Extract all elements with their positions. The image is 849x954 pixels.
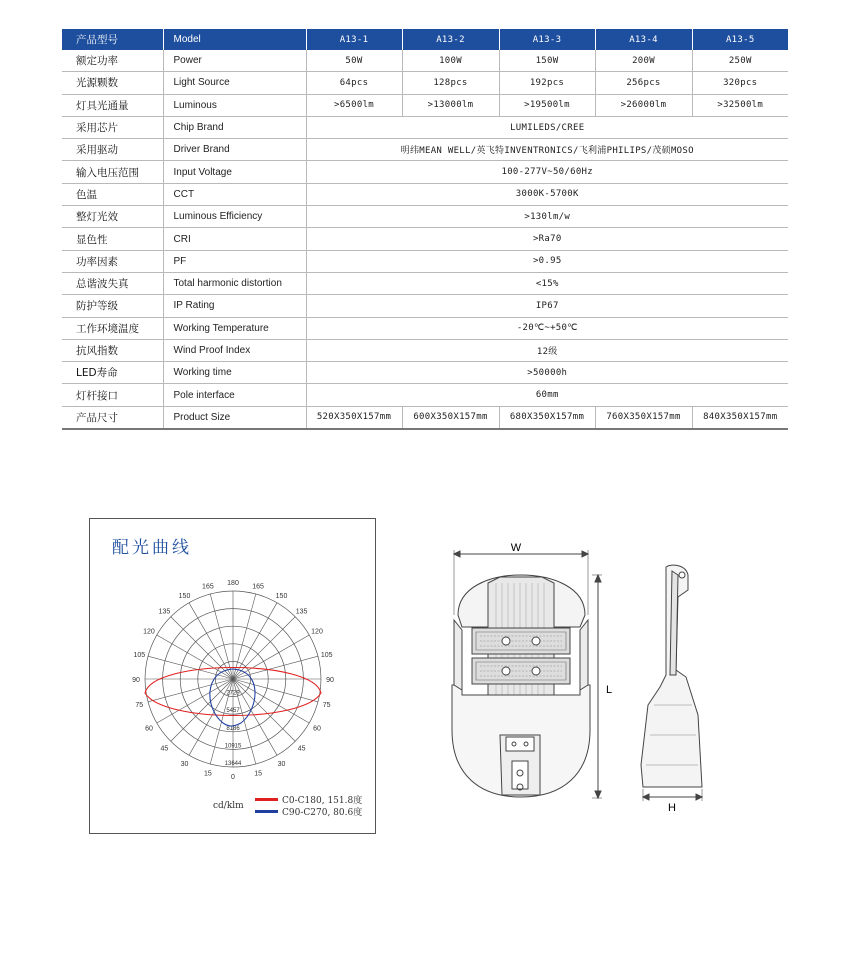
polar-angle-label: 30 [277,761,286,769]
legend-label-c0: C0-C180, 151.8度 [282,796,363,806]
table-cell: 192pcs [499,72,595,94]
row-label-en: Chip Brand [163,116,306,138]
table-row [62,161,788,183]
side-view [641,565,702,801]
polar-angle-label: 150 [275,592,288,600]
table-cell-merged: >0.95 [306,250,788,272]
pole-clamp-plate [506,737,534,751]
table-cell-merged: >50000h [306,362,788,384]
table-cell-merged: 100-277V~50/60Hz [306,161,788,183]
polar-angle-label: 0 [231,774,235,781]
table-header-cell: 产品型号 [62,29,163,50]
row-label-en: Product Size [163,406,306,429]
table-cell: 600X350X157mm [402,406,499,429]
polar-grid-spoke [157,679,233,723]
row-label-cn: 灯具光通量 [62,94,163,116]
height-label: H [668,802,676,814]
row-label-cn: 产品尺寸 [62,406,163,429]
polar-grid-spoke [171,617,233,679]
polar-angle-label: 150 [178,592,191,600]
polar-angle-label: 45 [160,745,169,753]
polar-angle-label: 30 [180,761,189,769]
row-label-cn: 灯杆接口 [62,384,163,406]
polar-grid-spoke [233,679,318,702]
polar-angle-label: 180 [227,580,239,587]
polar-angle-label: 60 [145,725,153,733]
polar-radial-label: 2729 [226,690,240,697]
row-label-en: Light Source [163,72,306,94]
polar-angle-label: 135 [295,608,308,616]
row-label-cn: 采用驱动 [62,139,163,161]
length-extension-lines [592,575,602,798]
table-cell: 250W [692,50,788,72]
led-center-3 [502,667,510,675]
row-label-cn: 输入电压范围 [62,161,163,183]
row-label-cn: 防护等级 [62,295,163,317]
table-cell-merged: 60mm [306,384,788,406]
table-cell: >26000lm [595,94,692,116]
row-label-cn: 功率因素 [62,250,163,272]
table-row [62,139,788,161]
photometric-panel [89,518,376,834]
row-label-en: Wind Proof Index [163,339,306,361]
led-center-4 [532,667,540,675]
dimension-drawing [440,535,740,825]
polar-angle-label: 105 [320,651,333,659]
photometric-title: 配光曲线 [112,538,192,558]
table-header-cell: A13-3 [499,29,595,50]
table-row [62,94,788,116]
table-cell: >6500lm [306,94,402,116]
table-cell-merged: >Ra70 [306,228,788,250]
table-row [62,72,788,94]
table-row [62,116,788,138]
table-cell-merged: -20℃~+50℃ [306,317,788,339]
polar-radial-label: 13644 [224,761,242,767]
table-cell: 50W [306,50,402,72]
table-cell: >13000lm [402,94,499,116]
table-cell: 680X350X157mm [499,406,595,429]
row-label-en: Working Temperature [163,317,306,339]
length-label: L [606,684,613,696]
table-cell-merged: 3000K-5700K [306,183,788,205]
height-extension-lines [643,789,702,801]
width-label: W [510,542,522,554]
polar-legend [90,787,375,827]
table-row [62,362,788,384]
row-label-cn: 抗风指数 [62,339,163,361]
row-label-en: Total harmonic distortion [163,272,306,294]
legend-label-c90: C90-C270, 80.6度 [282,808,363,818]
row-label-en: CRI [163,228,306,250]
polar-angle-label: 45 [297,745,306,753]
row-label-en: IP Rating [163,295,306,317]
table-cell-merged: 明纬MEAN WELL/英飞特INVENTRONICS/飞利浦PHILIPS/茂硕MOSO [306,139,788,161]
table-cell: 840X350X157mm [692,406,788,429]
polar-angle-label: 105 [133,651,146,659]
table-row [62,250,788,272]
polar-angle-label: 120 [143,628,155,636]
table-cell: 256pcs [595,72,692,94]
legend-unit: cd/klm [213,801,244,811]
row-label-en: Working time [163,362,306,384]
side-mount-hole [679,572,685,578]
row-label-en: Input Voltage [163,161,306,183]
table-row [62,295,788,317]
polar-grid-spoke [148,679,233,702]
pole-slot [512,761,528,789]
polar-angle-label: 75 [135,702,144,710]
table-cell: 200W [595,50,692,72]
table-header-cell: A13-2 [402,29,499,50]
table-cell: 100W [402,50,499,72]
polar-angle-label: 90 [132,677,140,684]
table-cell: >19500lm [499,94,595,116]
led-center-2 [532,637,540,645]
table-header-row [62,29,788,50]
row-label-en: CCT [163,183,306,205]
table-row [62,228,788,250]
table-header-cell: Model [163,29,306,50]
table-row [62,406,788,429]
row-label-cn: 采用芯片 [62,116,163,138]
polar-angle-label: 135 [158,608,171,616]
legend-item-c90 [255,805,362,818]
table-cell-merged: 12级 [306,339,788,361]
row-label-cn: 整灯光效 [62,206,163,228]
table-cell: 64pcs [306,72,402,94]
led-center-1 [502,637,510,645]
row-label-cn: 额定功率 [62,50,163,72]
polar-radial-label: 10915 [224,743,242,750]
table-row [62,183,788,205]
polar-angle-label: 120 [311,628,323,636]
front-view [452,550,602,798]
table-row [62,317,788,339]
row-label-en: Driver Brand [163,139,306,161]
table-cell: 320pcs [692,72,788,94]
table-header-cell: A13-4 [595,29,692,50]
polar-angle-label: 165 [202,583,214,591]
table-cell-merged: <15% [306,272,788,294]
table-header-cell: A13-1 [306,29,402,50]
polar-angle-label: 165 [252,583,264,591]
row-label-en: Luminous [163,94,306,116]
row-label-en: Luminous Efficiency [163,206,306,228]
polar-grid-spoke [233,679,309,723]
row-label-cn: 工作环境温度 [62,317,163,339]
row-label-en: PF [163,250,306,272]
polar-radial-label: 8186 [226,725,240,732]
table-row [62,50,788,72]
spec-table [62,29,788,430]
polar-angle-label: 90 [326,677,334,684]
polar-angle-label: 15 [254,770,263,778]
polar-angle-label: 60 [313,725,321,733]
row-label-en: Power [163,50,306,72]
table-cell: 760X350X157mm [595,406,692,429]
table-cell: 520X350X157mm [306,406,402,429]
table-row [62,272,788,294]
table-cell: 128pcs [402,72,499,94]
table-row [62,384,788,406]
polar-grid-spoke [210,594,233,679]
table-row [62,206,788,228]
polar-diagram [90,564,375,824]
row-label-cn: 显色性 [62,228,163,250]
polar-grid-spoke [233,594,256,679]
polar-angle-label: 75 [322,702,331,710]
table-cell: >32500lm [692,94,788,116]
legend-swatch-c0 [255,798,278,801]
row-label-cn: 总谐波失真 [62,272,163,294]
side-heat-sink [670,571,678,675]
row-label-cn: LED寿命 [62,362,163,384]
table-cell-merged: >130lm/w [306,206,788,228]
table-cell-merged: LUMILEDS/CREE [306,116,788,138]
table-row [62,339,788,361]
polar-grid-spoke [233,617,295,679]
polar-angle-label: 15 [203,770,212,778]
row-label-cn: 光源颗数 [62,72,163,94]
row-label-en: Pole interface [163,384,306,406]
legend-swatch-c90 [255,810,278,813]
row-label-cn: 色温 [62,183,163,205]
table-cell-merged: IP67 [306,295,788,317]
table-cell: 150W [499,50,595,72]
polar-radial-label: 5457 [226,708,240,715]
table-header-cell: A13-5 [692,29,788,50]
